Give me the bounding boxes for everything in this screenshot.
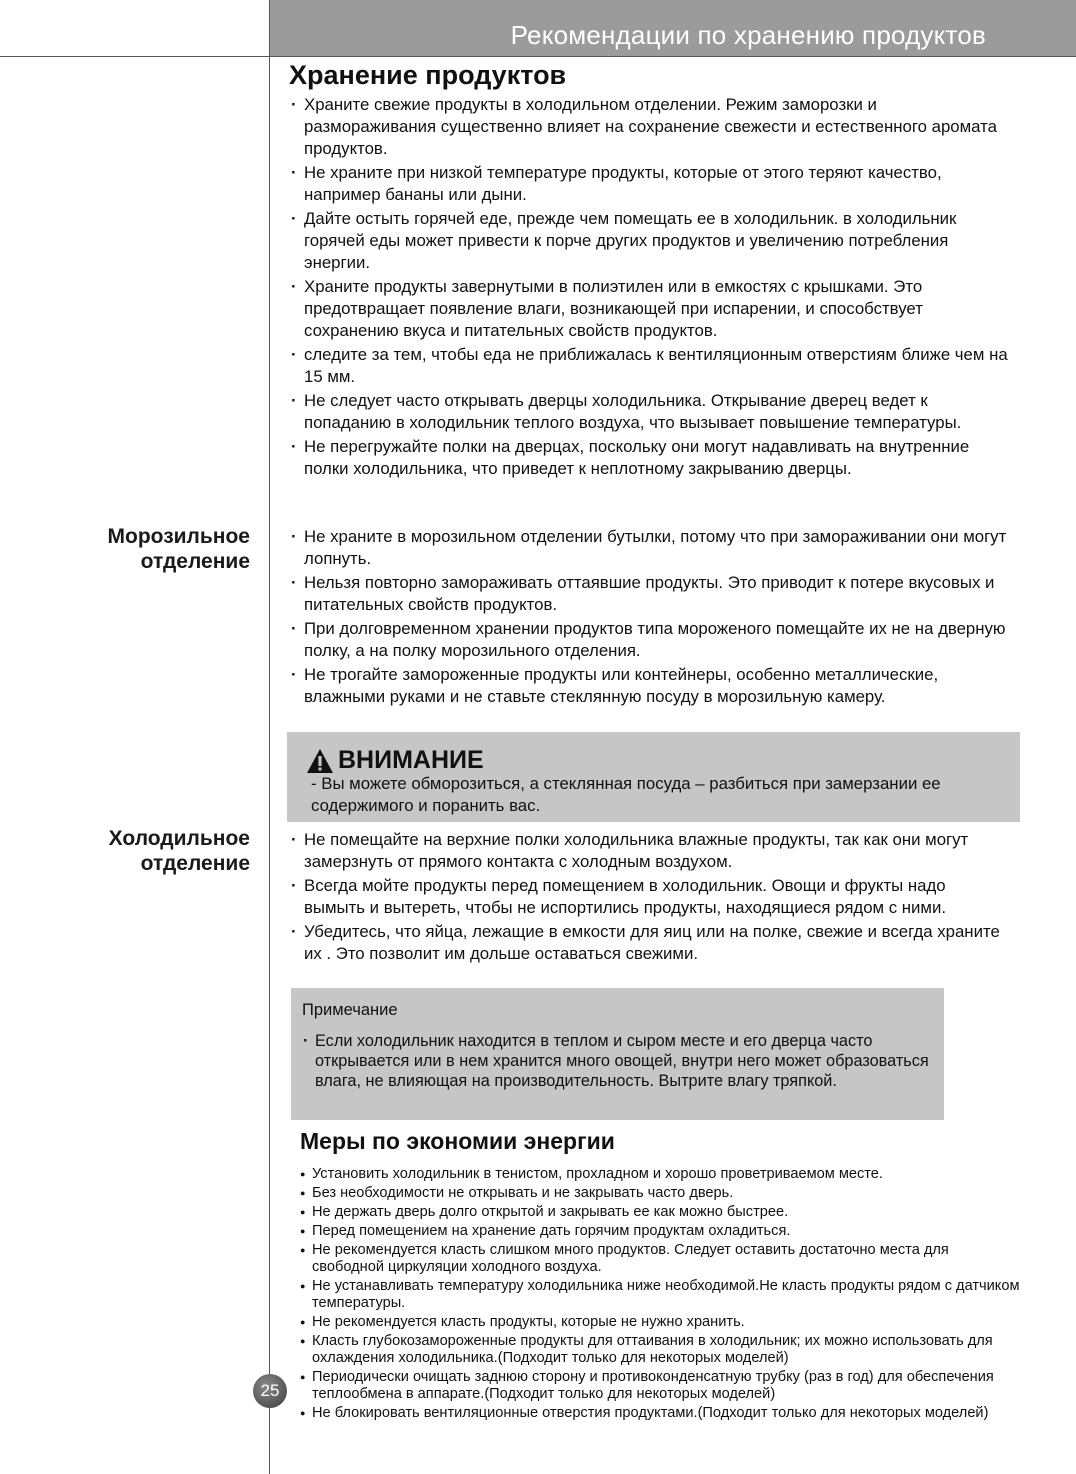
list-item: · Не следует часто открывать дверцы холодильника. Открывание дверец ведет к попаданию в холодильник теплого воздуха, что вызывает повышение температуры. — [290, 390, 1010, 434]
list-item: · Храните продукты завернутыми в полиэтилен или в емкостях с крышками. Это предотвращает появление влаги, возникающей при испарении, и способствует сохранению вкуса и питательных свойств продуктов. — [290, 276, 1010, 342]
list-item: ● Класть глубокозамороженные продукты для оттаивания в холодильник; их можно использовать для охлаждения холодильника.(Подходит только для некоторых моделей) — [300, 1333, 1020, 1367]
list-item: · Храните свежие продукты в холодильном отделении. Режим заморозки и размораживания существенно влияет на сохранение свежести и естественного аромата продуктов. — [290, 94, 1010, 160]
list-item: ● Не блокировать вентиляционные отверстия продуктами.(Подходит только для некоторых моделей) — [300, 1405, 1020, 1422]
note-text: · Если холодильник находится в теплом и сыром месте и его дверца часто открывается или в нем хранится много овощей, внутри него может образоваться влага, не влияющая на производительность. Вытрите влагу тряпкой. — [303, 1031, 933, 1091]
list-item: · Убедитесь, что яйца, лежащие в емкости для яиц или на полке, свежие и всегда храните их . Это позволит им дольше оставаться свежими. — [290, 921, 1010, 965]
list-item: · При долговременном хранении продуктов типа мороженого помещайте их не на дверную полку, а на полку морозильного отделения. — [290, 618, 1010, 662]
storage-list — [290, 94, 1010, 482]
warning-text: - Вы можете обморозиться, а стеклянная посуда – разбиться при замерзании ее содержимого и поранить вас. — [311, 774, 941, 815]
list-item: ● Без необходимости не открывать и не закрывать часто дверь. — [300, 1185, 1020, 1202]
page-number: 25 — [253, 1374, 287, 1408]
list-item: ● Периодически очищать заднюю сторону и противоконденсатную трубку (раз в год) для обеспечения теплообмена в аппарате.(Подходит только для некоторых моделей) — [300, 1369, 1020, 1403]
warning-box — [287, 732, 1020, 822]
list-item: ● Перед помещением на хранение дать горячим продуктам охладиться. — [300, 1223, 1020, 1240]
list-item: · Всегда мойте продукты перед помещением в холодильник. Овощи и фрукты надо вымыть и вытереть, чтобы не испортились продукты, находящиеся рядом с ними. — [290, 875, 1010, 919]
fridge-list — [290, 829, 1010, 967]
list-item: ● Не устанавливать температуру холодильника ниже необходимой.Не класть продукты рядом с датчиком температуры. — [300, 1278, 1020, 1312]
note-title: Примечание — [302, 1001, 398, 1019]
list-item: ● Не рекомендуется класть продукты, которые не нужно хранить. — [300, 1314, 1020, 1331]
list-item: · Не помещайте на верхние полки холодильника влажные продукты, так как они могут замерзнуть от прямого контакта с холодным воздухом. — [290, 829, 1010, 873]
freezer-heading: Морозильное отделение — [107, 525, 250, 573]
header-bar — [270, 0, 1076, 56]
freezer-list — [290, 526, 1010, 710]
header-divider — [0, 56, 1076, 57]
fridge-heading: Холодильное отделение — [108, 827, 250, 875]
list-item: ● Установить холодильник в тенистом, прохладном и хорошо проветриваемом месте. — [300, 1166, 1020, 1183]
list-item: · Дайте остыть горячей еде, прежде чем помещать ее в холодильник. в холодильник горячей еды может привести к порче других продуктов и увеличению потребления энергии. — [290, 208, 1010, 274]
list-item: · Не храните в морозильном отделении бутылки, потому что при замораживании они могут лопнуть. — [290, 526, 1010, 570]
list-item: · Не храните при низкой температуре продукты, которые от этого теряют качество, например бананы или дыни. — [290, 162, 1010, 206]
warning-triangle-icon — [306, 748, 334, 774]
list-item: · Не перегружайте полки на дверцах, поскольку они могут надавливать на внутренние полки холодильника, что приведет к неплотному закрыванию дверцы. — [290, 436, 1010, 480]
note-box — [291, 988, 944, 1120]
list-item: ● Не держать дверь долго открытой и закрывать ее как можно быстрее. — [300, 1204, 1020, 1221]
list-item: ● Не рекомендуется класть слишком много продуктов. Следует оставить достаточно места для свободной циркуляции холодного воздуха. — [300, 1242, 1020, 1276]
energy-list — [300, 1166, 1020, 1424]
list-item: · следите за тем, чтобы еда не приближалась к вентиляционным отверстиям ближе чем на 15 мм. — [290, 344, 1010, 388]
note-list — [303, 1031, 933, 1091]
header-title: Рекомендации по хранению продуктов — [510, 20, 986, 50]
section-title-energy: Меры по экономии энергии — [300, 1128, 615, 1154]
column-divider — [269, 0, 270, 1474]
warning-title: ВНИМАНИЕ — [306, 746, 484, 775]
section-title-storage: Хранение продуктов — [289, 60, 567, 90]
list-item: · Не трогайте замороженные продукты или контейнеры, особенно металлические, влажными руками и не ставьте стеклянную посуду в морозильную камеру. — [290, 664, 1010, 708]
list-item: · Нельзя повторно замораживать оттаявшие продукты. Это приводит к потере вкусовых и питательных свойств продуктов. — [290, 572, 1010, 616]
